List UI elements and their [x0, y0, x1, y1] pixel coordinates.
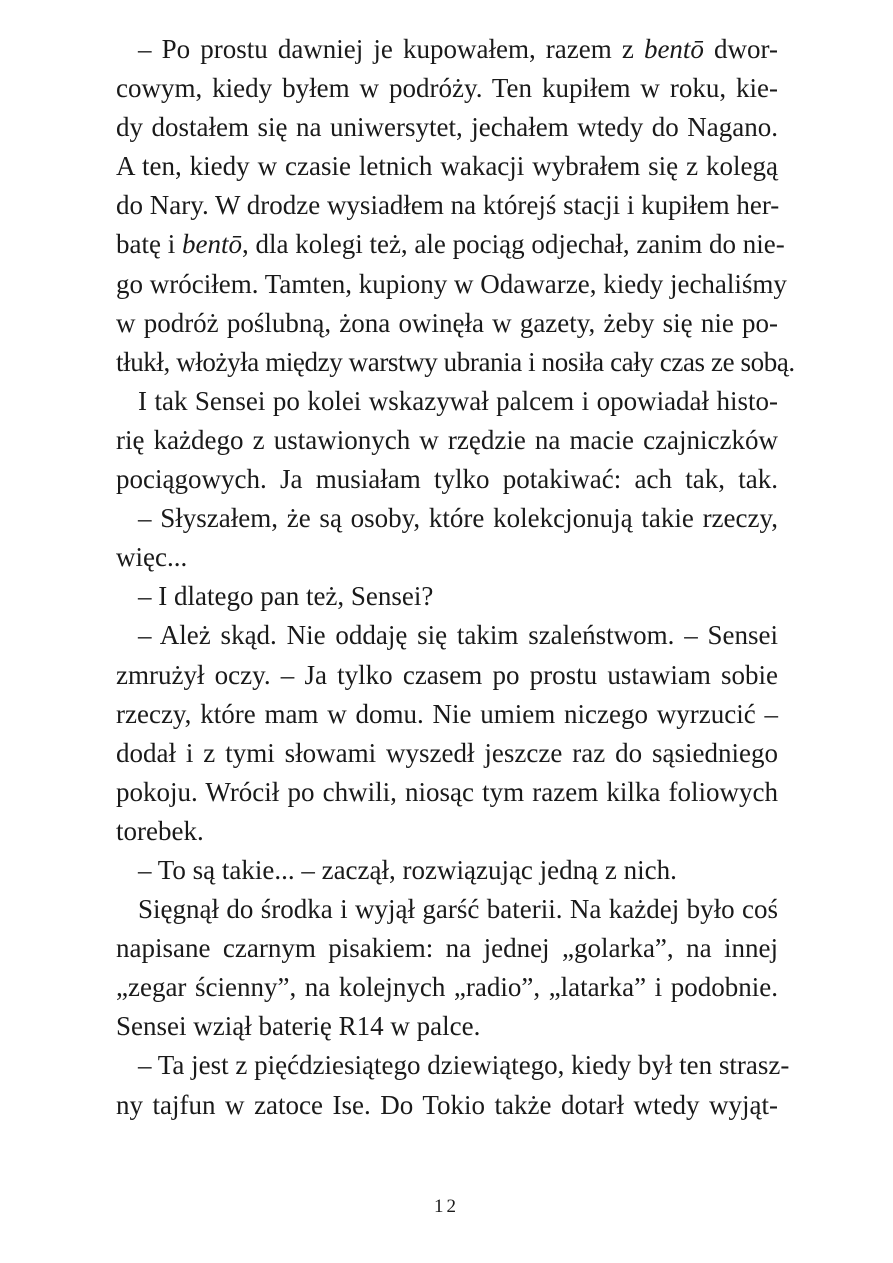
text-line: dodał i z tymi słowami wyszedł jeszcze raz do sąsiedniego [116, 737, 778, 768]
text-line: pokoju. Wrócił po chwili, niosąc tym razem kilka foliowych [116, 776, 778, 807]
text-line: go wróciłem. Tamten, kupiony w Odawarze, kiedy jechaliśmy [116, 268, 787, 299]
text-line: – Po prostu dawniej je kupowałem, razem z bentō dwor- [138, 34, 778, 64]
text-line: napisane czarnym pisakiem: na jednej „golarka”, na innej [116, 933, 778, 964]
text-line: – Ależ skąd. Nie oddaję się takim szaleństwom. – Sensei [138, 620, 778, 651]
text-line: – I dlatego pan też, Sensei? [138, 581, 434, 612]
page-number: 12 [434, 1196, 459, 1217]
text-line: „zegar ścienny”, na kolejnych „radio”, „latarka” i podobnie. [116, 972, 778, 1003]
text-line: zmrużył oczy. – Ja tylko czasem po prostu ustawiam sobie [116, 659, 778, 690]
text-line: w podróż poślubną, żona owinęła w gazety, żeby się nie po- [116, 307, 778, 338]
text-line: rię każdego z ustawionych w rzędzie na macie czajniczków [116, 424, 778, 455]
text-line: I tak Sensei po kolei wskazywał palcem i opowiadał histo- [138, 385, 778, 416]
text-line: cowym, kiedy byłem w podróży. Ten kupiłem w roku, kie- [116, 73, 778, 104]
text-line: ny tajfun w zatoce Ise. Do Tokio także dotarł wtedy wyjąt- [116, 1089, 778, 1120]
text-line: więc... [116, 542, 188, 573]
text-line: tłukł, włożyła między warstwy ubrania i nosiła cały czas ze sobą. [116, 346, 795, 377]
text-line: do Nary. W drodze wysiadłem na którejś stacji i kupiłem her- [116, 190, 780, 221]
text-line: Sensei wziął baterię R14 w palce. [116, 1011, 481, 1042]
text-line: A ten, kiedy w czasie letnich wakacji wybrałem się z kolegą [116, 151, 778, 182]
body-text [116, 30, 795, 1125]
text-line: – Słyszałem, że są osoby, które kolekcjonują takie rzeczy, [138, 503, 778, 534]
text-line: torebek. [116, 815, 204, 846]
text-line: pociągowych. Ja musiałam tylko potakiwać: ach tak, tak. [116, 464, 778, 495]
text-line: dy dostałem się na uniwersytet, jechałem wtedy do Nagano. [116, 112, 778, 143]
text-line: Sięgnął do środka i wyjął garść baterii. Na każdej było coś [138, 894, 778, 925]
text-line: – Ta jest z pięćdziesiątego dziewiątego, kiedy był ten strasz- [138, 1050, 790, 1081]
text-line: – To są takie... – zaczął, rozwiązując jedną z nich. [138, 854, 677, 885]
text-line: batę i bentō, dla kolegi też, ale pociąg odjechał, zanim do nie- [116, 229, 785, 260]
text-line: rzeczy, które mam w domu. Nie umiem niczego wyrzucić – [116, 698, 778, 729]
